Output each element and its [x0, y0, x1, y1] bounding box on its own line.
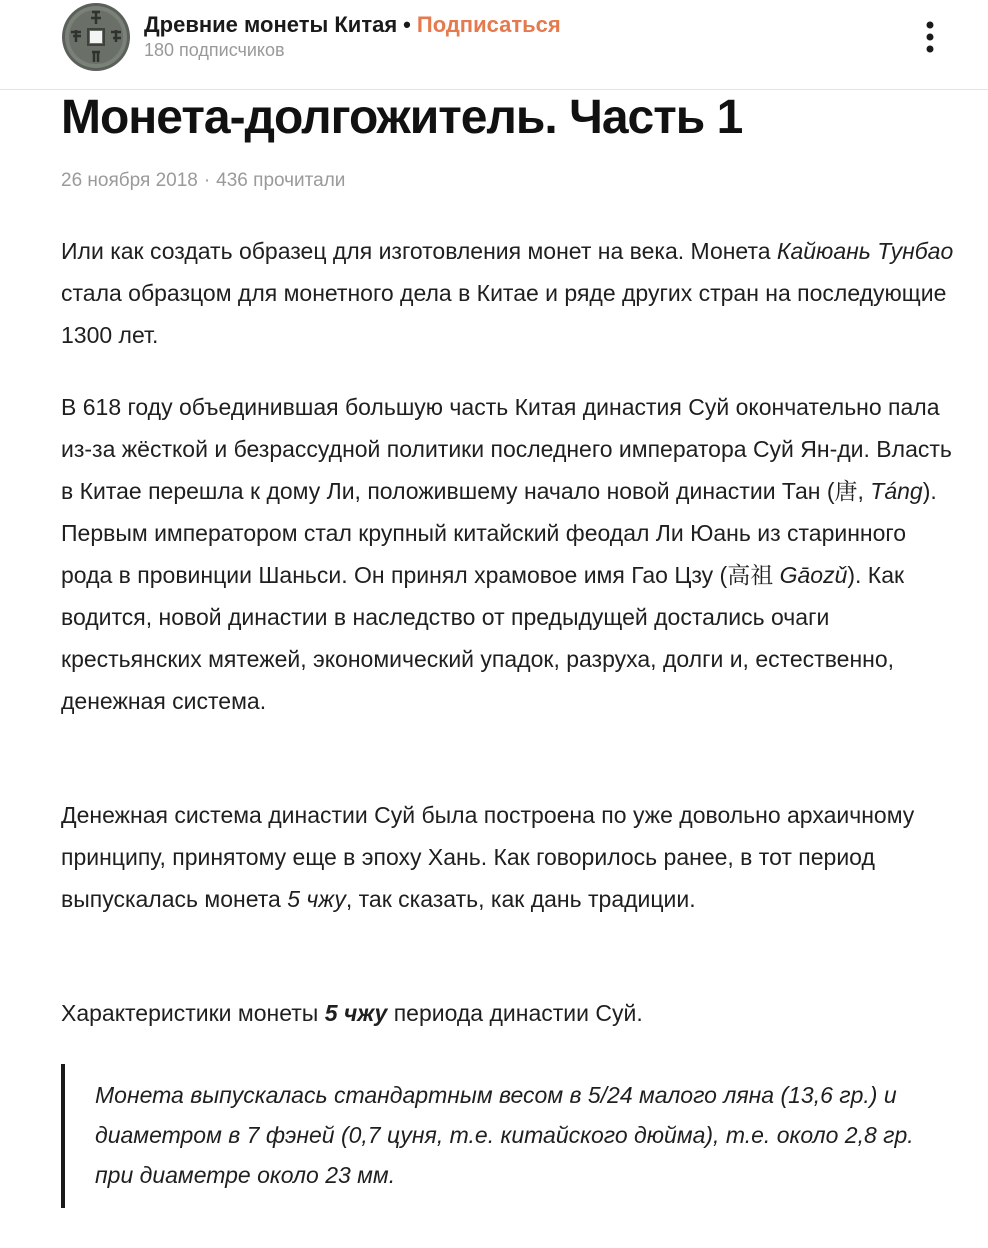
text-run: Характеристики монеты [61, 1000, 325, 1026]
view-count: 436 прочитали [216, 170, 346, 191]
bold-italic-term: 5 чжу [324, 1000, 388, 1026]
italic-term: Táng [870, 478, 923, 504]
channel-title-row [144, 12, 561, 38]
article-meta [61, 170, 345, 192]
text-run: ). Первым императором стал крупный китайский феодал Ли Юань из старинного рода в провинции Шаньси. Он принял храмовое имя Гао Цзу (高祖 [61, 478, 937, 588]
paragraph-monetary-system [61, 794, 961, 920]
quote-text: Монета выпускалась стандартным весом в 5/24 малого ляна (13,6 гр.) и диаметром в 7 фэней (0,7 цуня, т.е. китайского дюйма), т.е. около 2,8 гр. при диаметре около 23 мм. [95, 1082, 914, 1188]
text-run: В 618 году объединившая большую часть Китая династия Суй окончательно пала из-за жёсткой и безрассудной политики последнего императора Суй Ян-ди. Власть в Китае перешла к дому Ли, положившему начало новой династии Тан (唐, [61, 394, 952, 504]
channel-name[interactable]: Древние монеты Китая [144, 12, 398, 37]
publish-date: 26 ноября 2018 [61, 170, 198, 191]
text-run: ). Как водится, новой династии в наследство от предыдущей достались очаги крестьянских мятежей, экономический упадок, разруха, долги и, естественно, денежная система. [61, 562, 905, 714]
text-run: Или как создать образец для изготовления монет на века. Монета [61, 238, 777, 264]
meta-separator: · [203, 170, 211, 191]
paragraph-characteristics-heading [61, 992, 961, 1034]
text-run: стала образцом для монетного дела в Китае и ряде других стран на последующие 1300 лет. [61, 280, 947, 348]
italic-term: Gāozǔ [779, 562, 848, 588]
paragraph-intro [61, 230, 961, 356]
italic-term: Кайюань Тунбао [776, 238, 954, 264]
channel-header [0, 0, 988, 90]
subscriber-count: 180 подписчиков [144, 40, 285, 60]
title-separator: • [403, 12, 411, 37]
text-run: , так сказать, как дань традиции. [345, 886, 696, 912]
coin-avatar-icon[interactable] [61, 2, 131, 72]
italic-term: 5 чжу [287, 886, 346, 912]
more-vertical-icon[interactable] [916, 20, 944, 54]
text-run: периода династии Суй. [387, 1000, 643, 1026]
subscribe-button[interactable]: Подписаться [416, 12, 561, 37]
text-run: Денежная система династии Суй была построена по уже довольно архаичному принципу, принятому еще в эпоху Хань. Как говорилось ранее, в тот период выпускалась монета [61, 802, 915, 912]
blockquote [61, 1064, 961, 1208]
paragraph-history [61, 386, 961, 722]
article-title: Монета-долгожитель. Часть 1 [61, 91, 743, 144]
